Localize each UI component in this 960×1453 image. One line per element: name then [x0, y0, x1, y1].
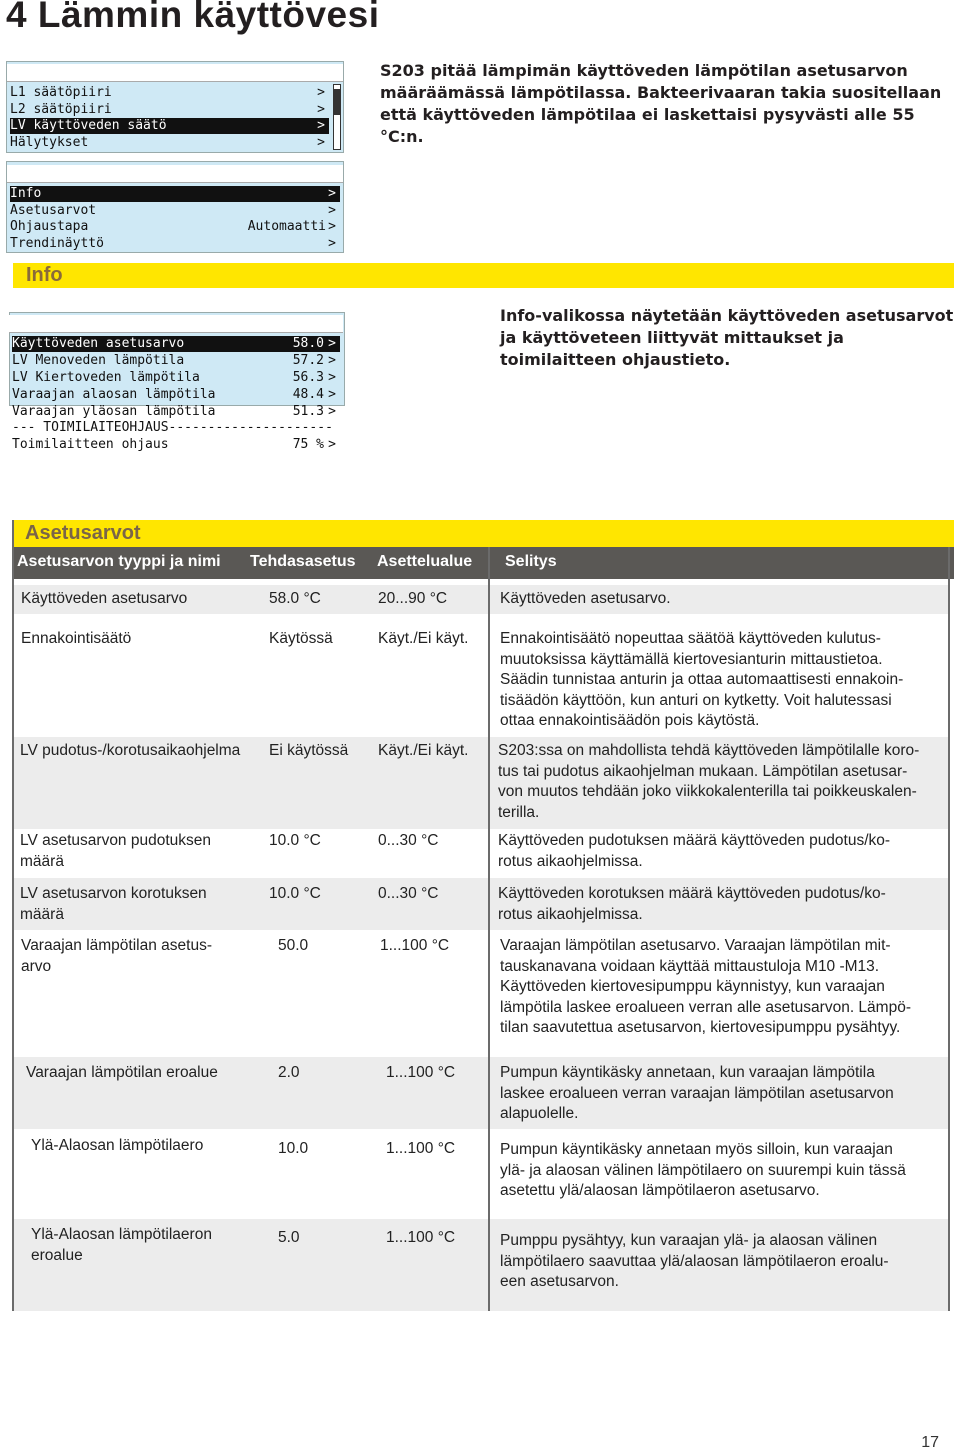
cell-description: Käyttöveden kiertovesipumppu käynnistyy, kun varaajan [500, 978, 885, 995]
menu-item-label: Asetusarvot [10, 203, 97, 218]
menu-item-label: Trendinäyttö [10, 236, 104, 251]
cell-range: 1...100 °C [386, 1229, 456, 1246]
table-row [13, 827, 950, 877]
info-label: Toimilaitteen ohjaus [12, 437, 169, 452]
folder-icon [41, 182, 56, 184]
cell-description: von muutos tehdään joko viikkokalenterilla tai poikkeuskalen- [498, 783, 917, 800]
info-label: --- TOIMILAITEOHJAUS--------------------- [12, 420, 333, 435]
cell-description: tilan saavutettua asetusarvon, kiertovesipumppu pysähtyy. [500, 1019, 901, 1036]
table-row [13, 878, 950, 930]
table-row [13, 737, 950, 829]
table-row [13, 1131, 950, 1206]
cell-description: rotus aikaohjelmissa. [498, 905, 643, 923]
info-value: 57.2 [292, 353, 324, 368]
setpoints-title: Asetusarvot [25, 522, 141, 544]
cell-name: määrä [20, 852, 64, 870]
scrollbar-thumb[interactable] [334, 89, 340, 115]
menu-item-label: LV käyttöveden säätö [10, 118, 167, 133]
scrollbar[interactable] [333, 84, 341, 150]
lcd-title [61, 331, 116, 333]
menu-item-lv[interactable] [10, 118, 329, 134]
cell-range: 1...100 °C [380, 937, 450, 954]
header-description: Selitys [505, 553, 557, 570]
cell-default: Käytössä [269, 630, 333, 647]
folder-icon [41, 81, 56, 83]
header-default: Tehdasasetus [250, 553, 356, 570]
cell-name: LV asetusarvon korotuksen [20, 885, 207, 902]
cell-default: 5.0 [278, 1229, 300, 1246]
cell-description: tus tai pudotus aikaohjelman mukaan. Lämpötilan asetusar- [498, 762, 908, 780]
cell-name: eroalue [31, 1246, 83, 1264]
cell-default: Ei käytössä [269, 742, 349, 759]
chevron-right-icon: > [328, 203, 336, 218]
cell-description: terilla. [498, 803, 540, 821]
chevron-right-icon: > [328, 353, 336, 368]
info-label: Varaajan yläosan lämpötila [12, 404, 216, 419]
info-value: 48.4 [292, 387, 324, 402]
cell-description: lämpötilaero saavuttaa ylä/alaosan lämpötilaeron eroalu- [500, 1252, 889, 1270]
cell-name: määrä [20, 905, 64, 923]
menu-item-l1[interactable] [10, 85, 329, 101]
cell-range: 0...30 °C [378, 832, 439, 849]
menu-item-label: Info [10, 186, 42, 201]
cell-name: Ylä-Alaosan lämpötilaeron [31, 1226, 212, 1243]
cell-description: alapuolelle. [500, 1105, 579, 1122]
lcd-dhw-control [6, 161, 344, 253]
info-section-title: Info [26, 264, 63, 286]
cell-name: Varaajan lämpötilan eroalue [26, 1064, 218, 1081]
lcd-lv-info [9, 312, 343, 457]
cell-description: rotus aikaohjelmissa. [498, 852, 643, 870]
table-row [13, 1219, 950, 1311]
setpoints-table-header [13, 547, 954, 579]
chevron-right-icon: > [317, 85, 325, 100]
info-description: Info-valikossa näytetään käyttöveden asetusarvot ja käyttöveteen liittyvät mittaukset ja toimilaitteen ohjaustieto. [500, 306, 954, 369]
cell-description: Ennakointisäätö nopeuttaa säätöä käyttöveden kulutus- [500, 630, 881, 647]
cell-default: 10.0 °C [269, 832, 321, 849]
cell-name: LV pudotus-/korotusaikaohjelma [20, 742, 241, 759]
cell-description: tauskanavana voidaan käyttää mittaustuloja M10 -M13. [500, 957, 880, 975]
table-row [13, 1057, 950, 1129]
info-label: Varaajan alaosan lämpötila [12, 387, 216, 402]
info-item-circulation-temp[interactable] [12, 370, 340, 386]
menu-item-label: Hälytykset [10, 135, 89, 150]
info-value: 56.3 [292, 370, 324, 385]
menu-item-l2[interactable] [10, 102, 329, 118]
cell-name: arvo [21, 957, 52, 975]
table-border-left [12, 520, 14, 1311]
table-divider [488, 547, 490, 1311]
lcd-header [7, 165, 343, 183]
cell-description: ylä- ja alaosan välinen lämpötilaero on suurempi kuin tässä [500, 1161, 906, 1179]
cell-range: 0...30 °C [378, 885, 439, 902]
table-row [13, 585, 950, 614]
cell-description: Käyttöveden pudotuksen määrä käyttöveden pudotus/ko- [498, 832, 891, 849]
chevron-right-icon: > [317, 135, 325, 150]
info-divider [12, 420, 340, 436]
lcd-title [59, 80, 137, 82]
menu-item-label: L2 säätöpiiri [10, 102, 112, 117]
info-item-setpoint[interactable] [12, 336, 340, 352]
table-row [13, 932, 950, 1042]
info-section-band [13, 263, 954, 288]
cell-name: LV asetusarvon pudotuksen [20, 832, 212, 849]
menu-item-info[interactable] [10, 186, 340, 202]
chevron-right-icon: > [328, 387, 336, 402]
cell-description: tisäädön käyttöön, kun anturi on kytketty. Voit halutessasi [500, 691, 892, 709]
setpoints-band [13, 520, 954, 547]
cell-description: Säädin tunnistaa anturin ja ottaa automaattisesti ennakoin- [500, 671, 904, 688]
cell-name: Ylä-Alaosan lämpötilaero [31, 1137, 204, 1154]
cell-description: Pumppu pysähtyy, kun varaajan ylä- ja alaosan välinen [500, 1232, 878, 1249]
menu-item-control-mode[interactable] [10, 219, 340, 235]
info-item-supply-temp[interactable] [12, 353, 340, 369]
cell-description: lämpötila laskee eroalueen verran alle asetusarvon. Lämpö- [500, 998, 911, 1016]
cell-default: 2.0 [278, 1064, 300, 1081]
cell-range: Käyt./Ei käyt. [378, 742, 469, 759]
chevron-right-icon: > [328, 437, 336, 452]
cell-description: laskee eroalueen verran varaajan lämpötilan asetusarvon [500, 1084, 894, 1102]
info-item-tank-top-temp[interactable] [12, 404, 340, 420]
cell-description: muutoksissa käyttämällä kiertovesianturin mittaustietoa. [500, 650, 883, 668]
cell-default: 10.0 [278, 1140, 309, 1157]
lcd-header [9, 315, 343, 333]
info-label: Käyttöveden asetusarvo [12, 336, 185, 351]
menu-item-setpoints[interactable] [10, 203, 340, 219]
info-label: LV Menoveden lämpötila [12, 353, 185, 368]
cell-description: Käyttöveden asetusarvo. [500, 590, 671, 607]
cell-default: 10.0 °C [269, 885, 321, 902]
info-value: 51.3 [292, 404, 324, 419]
lcd-title [59, 181, 216, 183]
cell-default: 50.0 [278, 937, 309, 954]
menu-item-trend[interactable] [10, 236, 340, 252]
cell-description: S203:ssa on mahdollista tehdä käyttöveden lämpötilalle koro- [498, 742, 920, 759]
cell-range: Käyt./Ei käyt. [378, 630, 469, 647]
cell-range: 20...90 °C [378, 590, 448, 607]
table-border-right [948, 547, 950, 1311]
menu-item-label: L1 säätöpiiri [10, 85, 112, 100]
info-item-actuator[interactable] [12, 437, 340, 453]
menu-item-value: Automaatti [247, 219, 326, 234]
chevron-right-icon: > [328, 336, 336, 351]
info-value: 75 % [292, 437, 324, 452]
cell-description: Pumpun käyntikäsky annetaan myös silloin, kun varaajan [500, 1141, 893, 1158]
cell-description: asetettu ylä/alaosan lämpötilaeron asetusarvo. [500, 1182, 820, 1199]
lcd-header [7, 64, 343, 82]
chevron-right-icon: > [328, 404, 336, 419]
cell-name: Varaajan lämpötilan asetus- [21, 937, 212, 954]
table-row [13, 625, 950, 735]
chevron-right-icon: > [328, 370, 336, 385]
cell-range: 1...100 °C [386, 1140, 456, 1157]
intro-text: S203 pitää lämpimän käyttöveden lämpötilan asetusarvon määräämässä lämpötilassa. Bakteerivaaran takia suositellaan että käyttöveden lämpötilaa ei laskettaisi pysyvästi alle 55 °C:n. [380, 61, 942, 146]
info-value: 58.0 [292, 336, 324, 351]
cell-description: Pumpun käyntikäsky annetaan, kun varaajan lämpötila [500, 1064, 875, 1081]
menu-item-alarms[interactable] [10, 135, 329, 151]
cell-range: 1...100 °C [386, 1064, 456, 1081]
chevron-right-icon: > [317, 118, 325, 133]
cell-description: Käyttöveden korotuksen määrä käyttöveden pudotus/ko- [498, 885, 886, 902]
cell-default: 58.0 °C [269, 590, 321, 607]
lcd-main-menu [6, 61, 344, 153]
cell-name: Käyttöveden asetusarvo [21, 590, 188, 607]
cell-name: Ennakointisäätö [21, 630, 132, 647]
page-title: 4 Lämmin käyttövesi [6, 0, 380, 35]
cell-description: Varaajan lämpötilan asetusarvo. Varaajan lämpötilan mit- [500, 937, 891, 954]
chevron-right-icon: > [328, 219, 336, 234]
info-label: LV Kiertoveden lämpötila [12, 370, 200, 385]
header-name: Asetusarvon tyyppi ja nimi [17, 553, 221, 570]
header-range: Asettelualue [377, 553, 473, 570]
chevron-right-icon: > [317, 102, 325, 117]
cell-description: ottaa ennakointisäädön pois käytöstä. [500, 712, 760, 729]
cell-description: een asetusarvon. [500, 1273, 619, 1290]
chevron-right-icon: > [328, 236, 336, 251]
menu-item-label: Ohjaustapa [10, 219, 89, 234]
page-number: 17 [921, 1434, 939, 1451]
info-item-tank-bottom-temp[interactable] [12, 387, 340, 403]
chevron-right-icon: > [328, 186, 336, 201]
folder-icon [43, 332, 58, 334]
